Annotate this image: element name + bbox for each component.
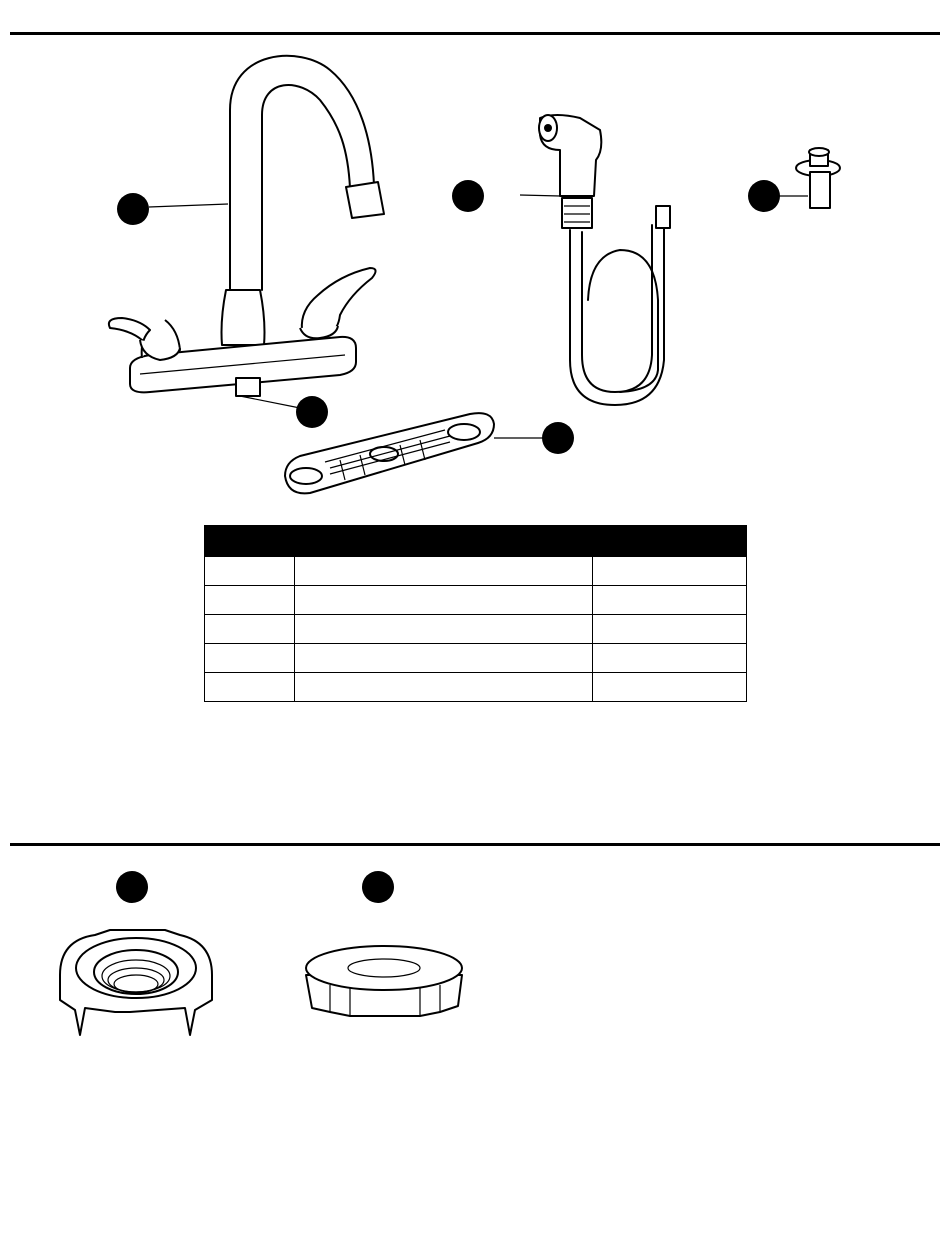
callout-supply-shank <box>296 396 328 428</box>
table-cell <box>205 557 295 586</box>
table-cell <box>205 644 295 673</box>
callout-spray-head <box>452 180 484 212</box>
table-cell <box>205 586 295 615</box>
table-cell <box>593 673 747 702</box>
table-cell <box>295 673 593 702</box>
table-row <box>205 673 747 702</box>
table-row <box>205 615 747 644</box>
table-cell <box>593 557 747 586</box>
parts-table <box>204 525 747 702</box>
table-cell <box>593 644 747 673</box>
table-cell <box>205 673 295 702</box>
header-description <box>295 526 593 557</box>
faucet-illustration <box>109 56 384 408</box>
table-cell <box>295 615 593 644</box>
spray-holder-illustration <box>776 148 840 208</box>
callout-spray-holder <box>748 180 780 212</box>
deck-plate-illustration <box>285 413 545 493</box>
lock-nut-illustration <box>306 946 462 1016</box>
section-divider <box>10 843 940 846</box>
table-row <box>205 586 747 615</box>
table-cell <box>295 644 593 673</box>
table-row <box>205 644 747 673</box>
callout-faucet <box>117 193 149 225</box>
header-quantity <box>593 526 747 557</box>
mounting-nut-illustration <box>60 930 212 1035</box>
callout-mounting-nut <box>116 871 148 903</box>
table-cell <box>295 586 593 615</box>
table-cell <box>205 615 295 644</box>
table-cell <box>593 586 747 615</box>
table-row <box>205 557 747 586</box>
callout-deck-plate <box>542 422 574 454</box>
parts-table-header <box>205 526 747 557</box>
header-part <box>205 526 295 557</box>
table-cell <box>593 615 747 644</box>
callout-lock-nut <box>362 871 394 903</box>
spray-illustration <box>520 115 670 405</box>
table-cell <box>295 557 593 586</box>
